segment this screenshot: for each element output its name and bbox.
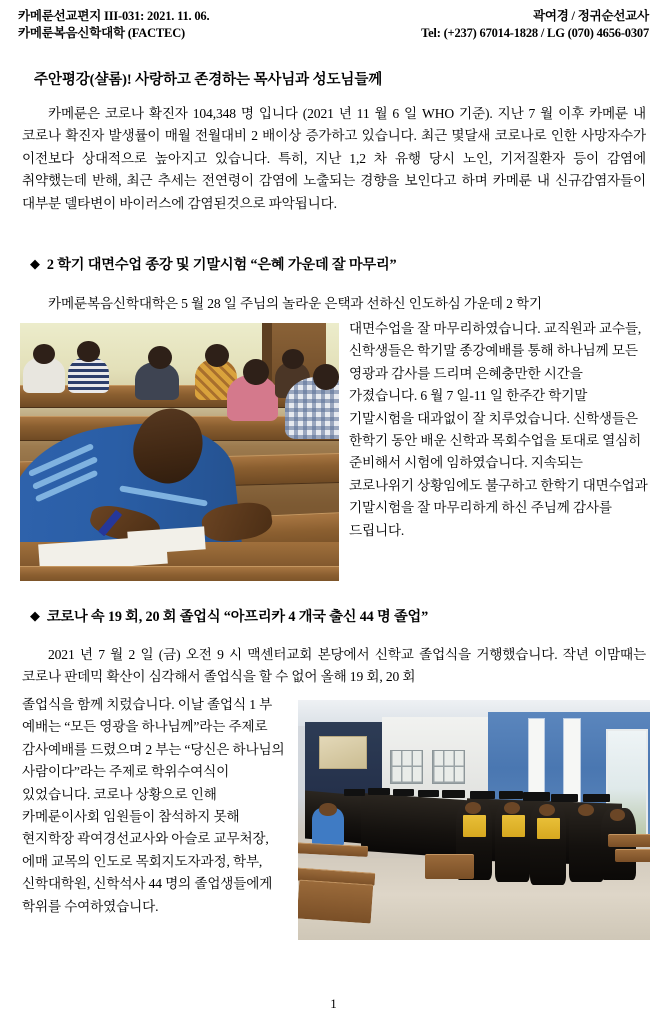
section3-side-text-block xyxy=(22,694,294,918)
mortarboard-cap xyxy=(583,794,609,803)
section2-lead-block xyxy=(22,293,646,315)
page-number: 1 xyxy=(330,996,337,1011)
wooden-bench xyxy=(608,834,650,847)
mortarboard-cap xyxy=(344,789,365,796)
wooden-bench xyxy=(298,880,373,924)
page-header xyxy=(18,8,649,52)
section3-lead-block xyxy=(22,644,646,689)
section2-lead-text: 카메룬복음신학대학은 5 월 28 일 주님의 놀라운 은택과 선하신 인도하심 가운데 2 학기 xyxy=(48,296,542,311)
graduate-face xyxy=(504,802,520,814)
student-head xyxy=(77,341,99,362)
section3-heading xyxy=(30,606,428,626)
mortarboard-cap xyxy=(551,794,577,803)
institution-name: 카메룬복음신학대학 (FACTEC) xyxy=(18,26,185,40)
student-head xyxy=(33,344,55,365)
graduate-face xyxy=(465,802,481,814)
wooden-bench xyxy=(615,849,650,862)
wooden-bench xyxy=(298,842,369,857)
section3-side-text: 졸업식을 함께 치렀습니다. 이날 졸업식 1 부 예배는 “모든 영광을 하나님께”라는 주제로 감사예배를 드렸으며 2 부는 “당신은 하나님의 사람이다”라는 주제로 학위수여식이 있었습니다. 코로나 상황으로 인해 카메룬이사회 임원들이 참석하지 못해 현지학장 곽여경선교사와 아슬로 교무처장, 에매 교목의 인도로 목회지도자과정, 학부, 신학대학원, 신학석사 44 명의 졸업생들에게 학위를 수여하였습니다. xyxy=(22,697,285,914)
section2-heading xyxy=(30,254,396,274)
student-head xyxy=(243,359,269,385)
mortarboard-cap xyxy=(368,788,389,795)
section2-side-text: 대면수업을 잘 마무리하였습니다. 교직원과 교수들, 신학생들은 학기말 종강예배를 통해 하나님께 모든 영광과 감사를 드리며 은혜충만한 시간을 가졌습니다. 6 월 7 일-11 일 한주간 학기말 기말시험을 대과없이 잘 치루었습니다. 신학생들은 한학기 동안 배운 신학과 목회수업을 토대로 열심히 준비해서 시험에 임하였습니다. 지속되는 코로나위기 상황임에도 불구하고 한학기 대면수업과 기말시험을 잘 마무리하게 하신 주님께 감사를 드립니다. xyxy=(349,321,648,538)
header-right-block xyxy=(421,8,649,42)
mortarboard-cap xyxy=(418,790,439,797)
grid-window xyxy=(432,750,466,783)
header-left-block xyxy=(18,8,209,42)
section3-lead-text: 2021 년 7 월 2 일 (금) 오전 9 시 맥센터교회 본당에서 신학교 졸업식을 거행했습니다. 작년 이맘때는 코로나 판데믹 확산이 심각해서 졸업식을 할 수 없어 올해 19 회, 20 회 xyxy=(22,647,646,685)
student-head xyxy=(205,344,229,367)
intro-paragraph-text: 카메룬은 코로나 확진자 104,348 명 입니다 (2021 년 11 월 6 일 WHO 기준). 지난 7 월 이후 카메룬 내 코로나 확진자 발생률이 매월 전월대비 2 배이상 증가하고 있습니다. 최근 몇달새 코로나로 인한 사망자수가 이전보다 상대적으로 높아지고 있습니다. 특히, 지난 1,2 차 유행 당시 노인, 기저질환자 등이 감염에 취약했는데 반해, 최근 추세는 전연령이 감염에 노출되는 경향을 보인다고 하며 카메룬 내 신규감염자들이 대부분 델타변이 바이러스에 감염된것으로 파악됩니다. xyxy=(22,106,646,211)
mortarboard-cap xyxy=(470,791,495,799)
missionary-names: 곽여경 / 정귀순선교사 xyxy=(533,9,649,23)
contact-phone-line: Tel: (+237) 67014-1828 / LG (070) 4656-0307 xyxy=(421,26,649,40)
gold-stole xyxy=(537,818,560,840)
mortarboard-cap xyxy=(442,790,465,798)
pew-bench xyxy=(20,566,339,581)
gold-stole xyxy=(502,815,525,837)
intro-paragraph-block xyxy=(22,103,646,215)
exam-photo xyxy=(20,323,339,581)
student-head xyxy=(148,346,172,369)
section2-side-text-block xyxy=(349,318,649,542)
exam-photo-scene xyxy=(20,323,339,581)
gold-stole xyxy=(463,815,486,837)
diamond-bullet-icon: ◆ xyxy=(30,256,40,271)
grid-window xyxy=(390,750,424,783)
diamond-bullet-icon: ◆ xyxy=(30,608,40,623)
section2-heading-text: 2 학기 대면수업 종강 및 기말시험 “은혜 가운데 잘 마무리” xyxy=(46,257,397,273)
graduation-photo xyxy=(298,700,650,940)
student-head xyxy=(313,364,339,390)
mortarboard-cap xyxy=(523,792,549,801)
wooden-bench xyxy=(425,854,474,879)
mortarboard-cap xyxy=(393,789,414,796)
section3-heading-text: 코로나 속 19 회, 20 회 졸업식 “아프리카 4 개국 출신 44 명 졸업” xyxy=(46,609,429,625)
mortarboard-cap xyxy=(499,791,524,799)
greeting-title: 주안평강(샬롬)! 사랑하고 존경하는 목사님과 성도님들께 xyxy=(34,72,383,88)
wall-banner xyxy=(319,736,367,769)
student-figure xyxy=(68,357,109,393)
graduation-photo-scene xyxy=(298,700,650,940)
newsletter-issue-line: 카메룬선교편지 III-031: 2021. 11. 06. xyxy=(18,9,210,23)
